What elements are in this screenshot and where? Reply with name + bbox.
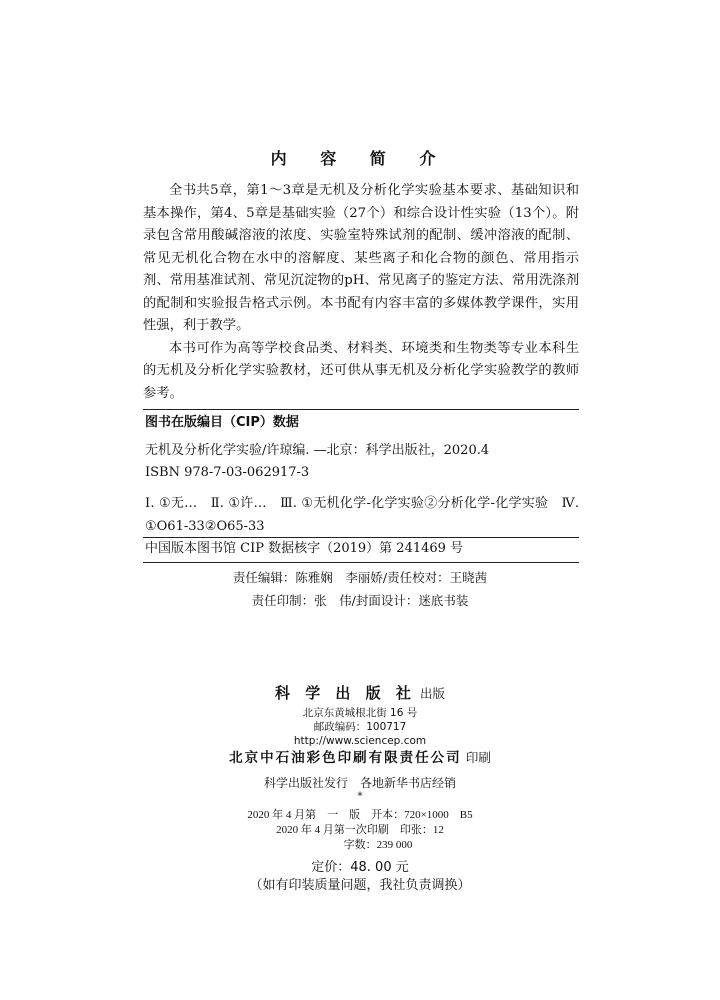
edition-line-2: 2020 年 4 月第一次印刷 印张：12 <box>276 824 444 836</box>
cip-top-rule <box>143 409 579 410</box>
editor-line-1: 责任编辑：陈雅娴 李丽娇/责任校对：王晓茜 <box>232 570 488 585</box>
publisher-website: http://www.sciencep.com <box>293 735 427 747</box>
summary-paragraph-2: 本书可作为高等学校食品类、材料类、环境类和生物类等专业本科生的无机及分析化学实验教材，还可供从事无机及分析化学实验教学的教师参考。 <box>143 340 579 401</box>
page-title: 内 容 简 介 <box>270 149 450 168</box>
price-label: 定价：48. 00 元 <box>311 860 409 875</box>
distribution-line: 科学出版社发行 各地新华书店经销 <box>263 776 456 790</box>
cip-classification: Ⅰ. ①无… Ⅱ. ①许… Ⅲ. ①无机化学-化学实验②分析化学-化学实验 Ⅳ. ①O61-33②O65-33 <box>145 496 579 534</box>
cip-record-number: 中国版本图书馆 CIP 数据核字（2019）第 241469 号 <box>145 541 464 556</box>
publisher-line <box>0 684 720 704</box>
cip-record-block <box>145 538 579 560</box>
edition-block <box>0 808 720 853</box>
printer-line <box>0 749 720 768</box>
cip-heading: 图书在版编目（CIP）数据 <box>145 415 299 430</box>
separator-star: * <box>357 791 363 802</box>
edition-word-count: 字数：239 000 <box>343 839 413 851</box>
content-summary <box>143 180 579 405</box>
edition-line-1: 2020 年 4 月第 一 版 开本：720×1000 B5 <box>247 809 473 821</box>
printer-suffix: 印刷 <box>465 750 491 765</box>
editor-line-2: 责任印制：张 伟/封面设计：迷底书装 <box>251 593 469 608</box>
cip-block <box>145 412 579 538</box>
printer-name: 北京中石油彩色印刷有限责任公司 <box>229 750 462 766</box>
publisher-postcode: 邮政编码：100717 <box>313 721 407 733</box>
cip-bibliographic-line: 无机及分析化学实验/许琼编. —北京：科学出版社，2020.4 <box>145 443 490 458</box>
summary-paragraph-1: 全书共5章，第1～3章是无机及分析化学实验基本要求、基础知识和基本操作，第4、5章是基础实验（27个）和综合设计性实验（13个）。附录包含常用酸碱溶液的浓度、实验室特殊试剂的配制、缓冲溶液的配制、常见无机化合物在水中的溶解度、某些离子和化合物的颜色、常用指示剂、常用基准试剂、常见沉淀物的pH、常见离子的鉴定方法、常用洗涤剂的配制和实验报告格式示例。本书配有内容丰富的多媒体教学课件，实用性强，利于教学。 <box>143 183 579 333</box>
publisher-address: 北京东黄城根北街 16 号 <box>302 707 418 719</box>
publisher-name: 科 学 出 版 社 <box>274 684 416 702</box>
editor-credits <box>0 566 720 612</box>
imprint-block <box>0 684 720 895</box>
cip-bottom-rule <box>143 562 579 563</box>
publisher-suffix: 出版 <box>420 686 446 701</box>
cip-isbn: ISBN 978-7-03-062917-3 <box>145 465 310 480</box>
price-note: （如有印装质量问题，我社负责调换） <box>249 878 471 893</box>
